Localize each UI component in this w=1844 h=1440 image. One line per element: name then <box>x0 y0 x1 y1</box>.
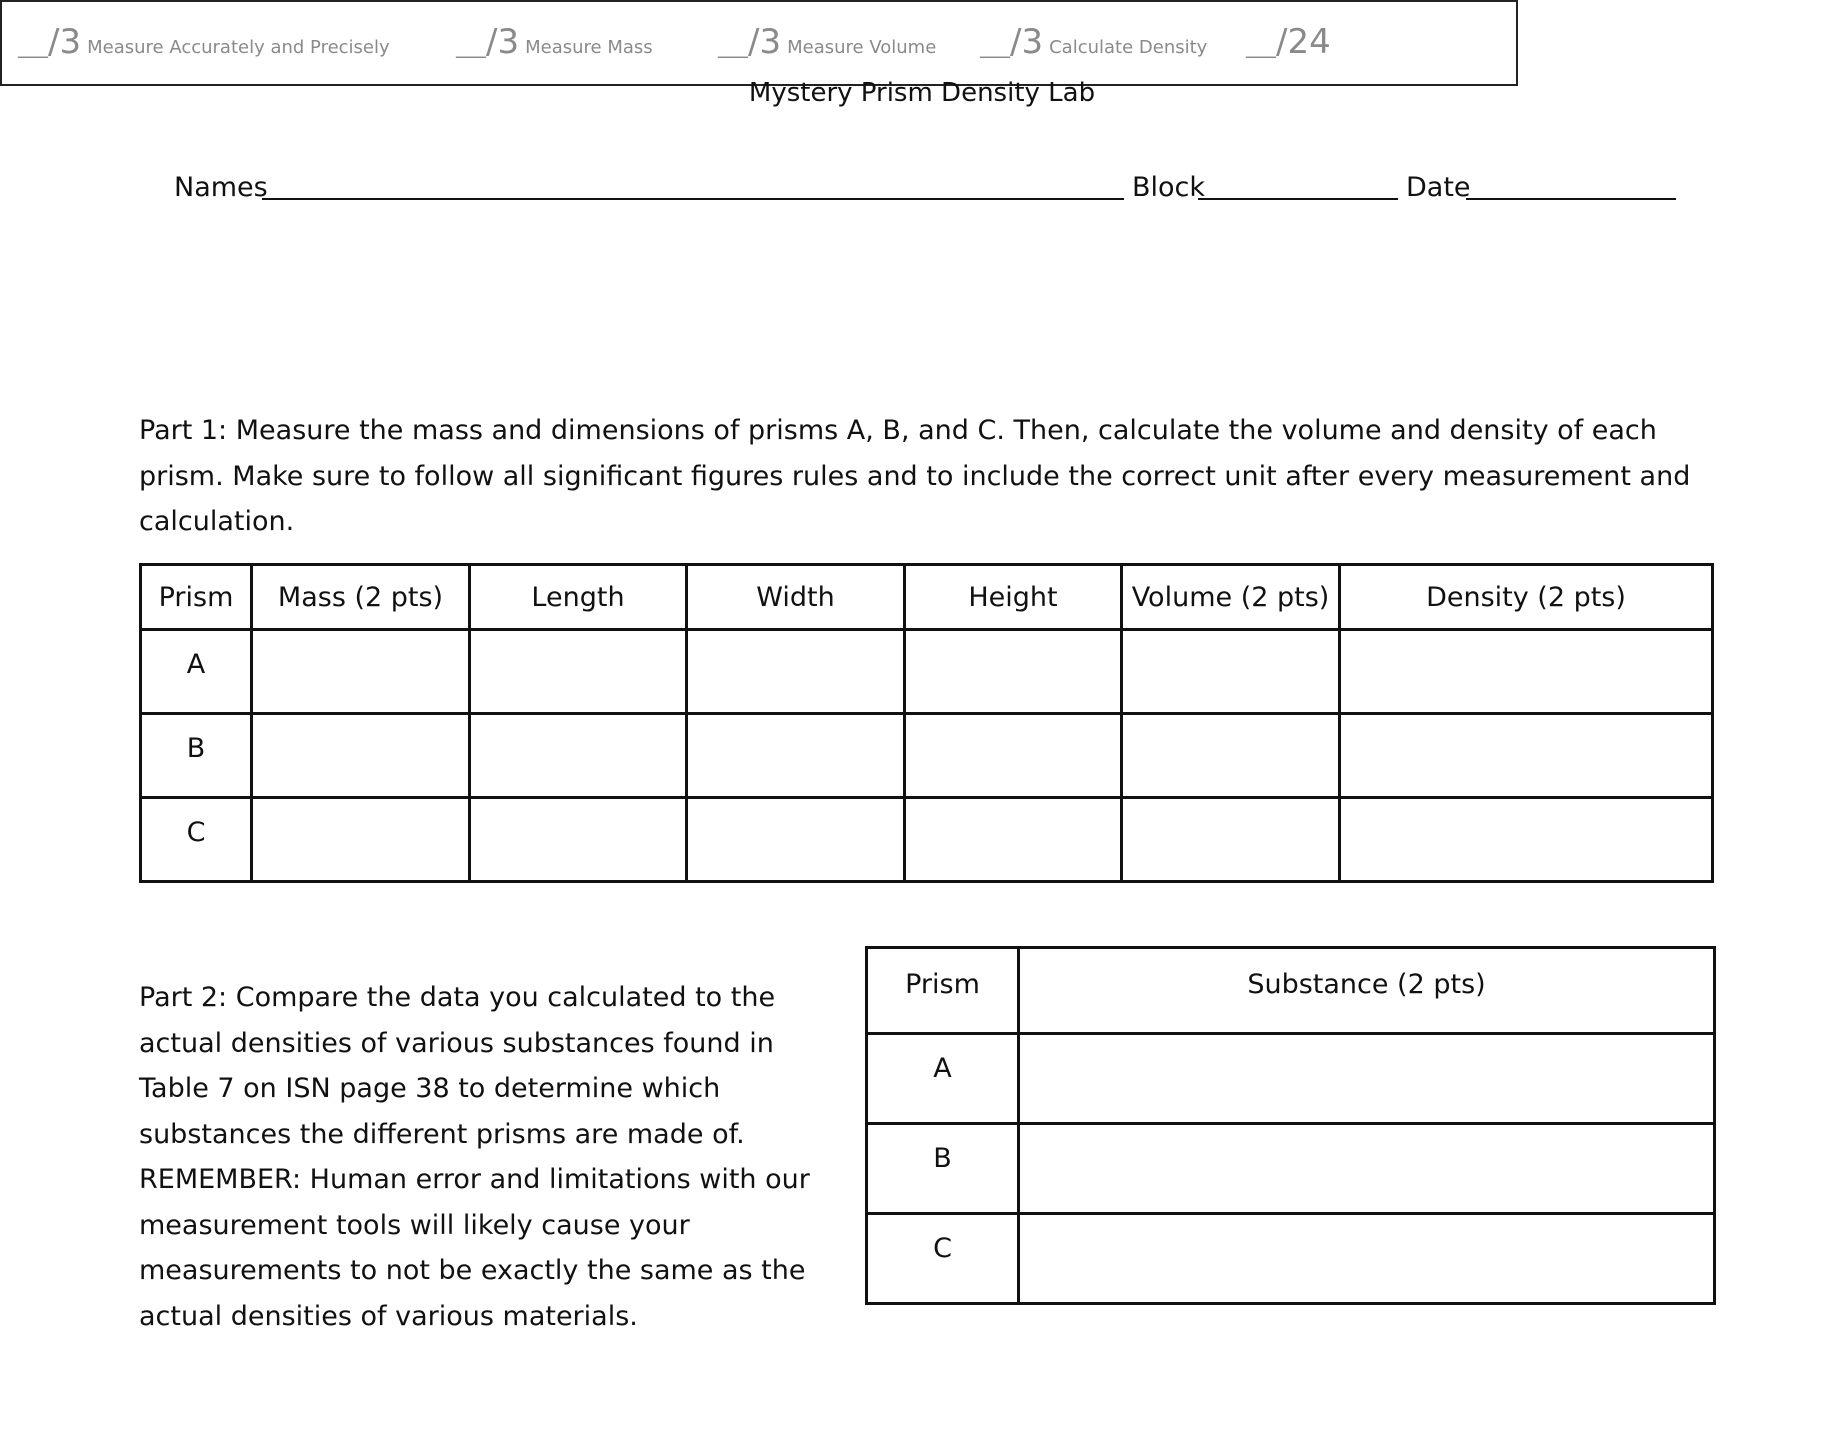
grading-label: Measure Accurately and Precisely <box>87 37 390 58</box>
grading-item <box>980 22 1207 62</box>
height-cell[interactable] <box>905 630 1122 714</box>
table-row <box>867 1124 1715 1214</box>
grading-item <box>18 22 390 62</box>
score-total: /3 <box>48 22 82 62</box>
row-label: C <box>141 798 252 882</box>
col-header-volume: Volume (2 pts) <box>1122 565 1340 630</box>
width-cell[interactable] <box>687 714 905 798</box>
col-header-substance: Substance (2 pts) <box>1019 948 1715 1034</box>
date-label: Date <box>1406 172 1471 203</box>
grading-item <box>456 22 653 62</box>
row-label: A <box>867 1034 1019 1124</box>
length-cell[interactable] <box>470 630 687 714</box>
volume-cell[interactable] <box>1122 630 1340 714</box>
grading-label: Calculate Density <box>1049 37 1208 58</box>
score-blank[interactable]: ___ <box>980 34 1010 58</box>
length-cell[interactable] <box>470 714 687 798</box>
substance-cell[interactable] <box>1019 1034 1715 1124</box>
length-cell[interactable] <box>470 798 687 882</box>
score-blank[interactable]: ___ <box>18 34 48 58</box>
score-total: /3 <box>748 22 782 62</box>
grading-box <box>0 0 1518 86</box>
col-header-height: Height <box>905 565 1122 630</box>
grading-label: Measure Volume <box>787 37 937 58</box>
names-label: Names <box>174 172 268 203</box>
table-row <box>867 1214 1715 1304</box>
table-row <box>867 1034 1715 1124</box>
row-label: A <box>141 630 252 714</box>
col-header-width: Width <box>687 565 905 630</box>
part1-table <box>139 563 1714 883</box>
width-cell[interactable] <box>687 630 905 714</box>
col-header-density: Density (2 pts) <box>1340 565 1713 630</box>
names-field[interactable] <box>262 198 1124 200</box>
height-cell[interactable] <box>905 714 1122 798</box>
block-field[interactable] <box>1198 198 1398 200</box>
height-cell[interactable] <box>905 798 1122 882</box>
score-total: /24 <box>1276 22 1331 62</box>
col-header-prism: Prism <box>141 565 252 630</box>
col-header-prism: Prism <box>867 948 1019 1034</box>
score-blank[interactable]: ___ <box>1246 34 1276 58</box>
volume-cell[interactable] <box>1122 714 1340 798</box>
score-total: /3 <box>1010 22 1044 62</box>
width-cell[interactable] <box>687 798 905 882</box>
row-label: B <box>867 1124 1019 1214</box>
mass-cell[interactable] <box>252 798 470 882</box>
mass-cell[interactable] <box>252 630 470 714</box>
density-cell[interactable] <box>1340 798 1713 882</box>
table-row <box>141 630 1713 714</box>
table-header-row <box>867 948 1715 1034</box>
date-field[interactable] <box>1466 198 1676 200</box>
block-label: Block <box>1132 172 1206 203</box>
col-header-mass: Mass (2 pts) <box>252 565 470 630</box>
mass-cell[interactable] <box>252 714 470 798</box>
grading-item <box>718 22 936 62</box>
row-label: C <box>867 1214 1019 1304</box>
table-row <box>141 798 1713 882</box>
substance-cell[interactable] <box>1019 1124 1715 1214</box>
score-blank[interactable]: ___ <box>456 34 486 58</box>
volume-cell[interactable] <box>1122 798 1340 882</box>
density-cell[interactable] <box>1340 714 1713 798</box>
table-header-row <box>141 565 1713 630</box>
grading-label: Measure Mass <box>525 37 653 58</box>
part2-table <box>865 946 1716 1305</box>
page-title: Mystery Prism Density Lab <box>748 78 1096 108</box>
grading-item <box>1246 22 1331 62</box>
score-blank[interactable]: ___ <box>718 34 748 58</box>
score-total: /3 <box>486 22 520 62</box>
density-cell[interactable] <box>1340 630 1713 714</box>
table-row <box>141 714 1713 798</box>
substance-cell[interactable] <box>1019 1214 1715 1304</box>
part2-instructions: Part 2: Compare the data you calculated to the actual densities of various substances found in Table 7 on ISN page 38 to determine which substances the different prisms are made of. REMEMBER: Human error and limitations with our measurement tools will likely cause your measurements to not be exactly the same as the actual densities of various materials. <box>139 982 810 1332</box>
part1-instructions: Part 1: Measure the mass and dimensions of prisms A, B, and C. Then, calculate the volume and density of each prism. Make sure to follow all significant figures rules and to include the correct unit after every measurement and calculation. <box>139 415 1691 537</box>
row-label: B <box>141 714 252 798</box>
col-header-length: Length <box>470 565 687 630</box>
